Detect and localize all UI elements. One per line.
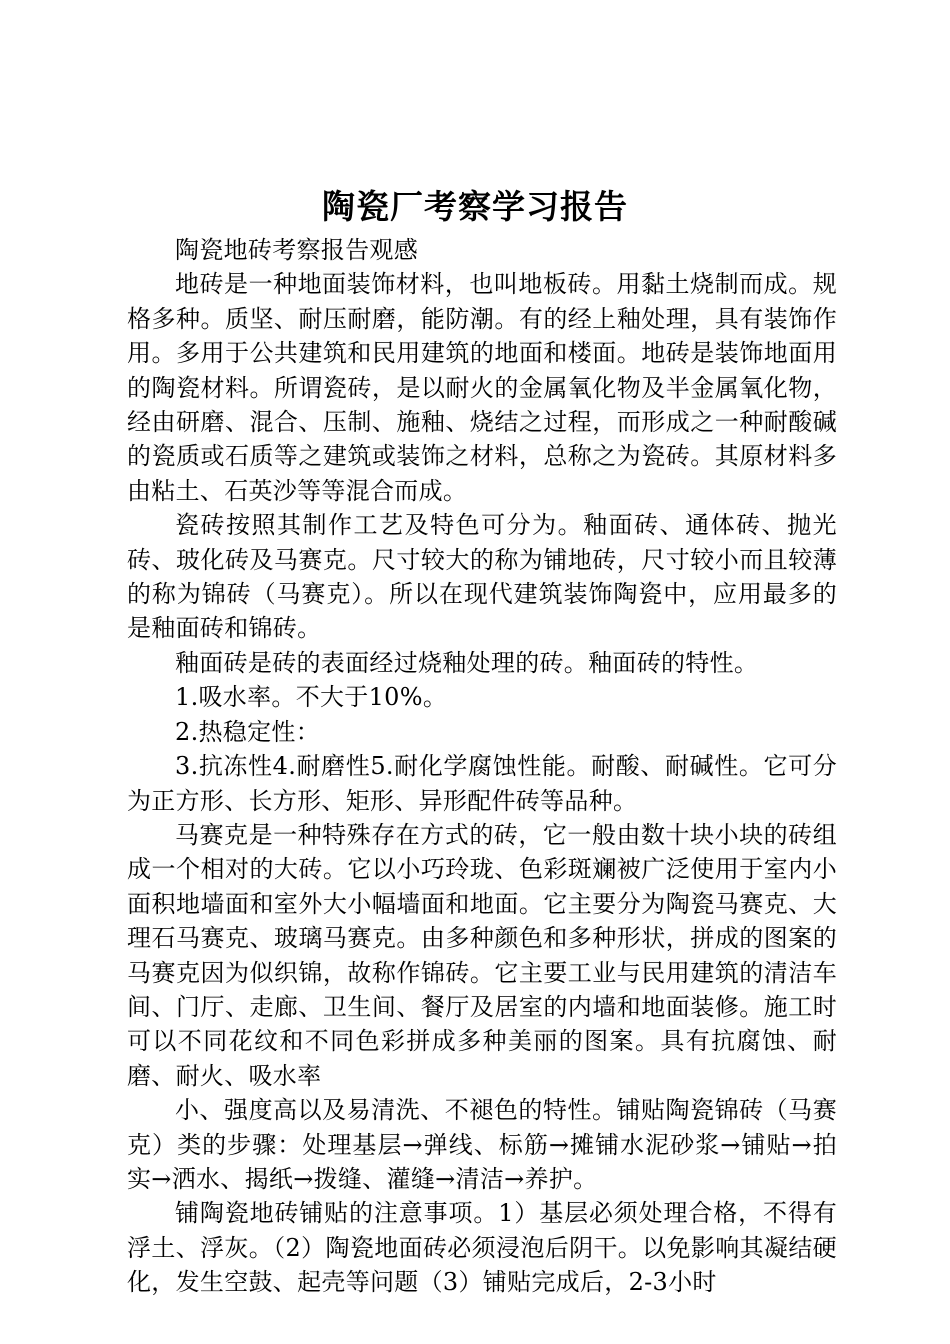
- paragraph-floor-tile-intro: 地砖是一种地面装饰材料，也叫地板砖。用黏土烧制而成。规格多种。质坚、耐压耐磨，能防潮。有的经上釉处理，具有装饰作用。多用于公共建筑和民用建筑的地面和楼面。地砖是装饰地面用的陶瓷材料。所谓瓷砖，是以耐火的金属氧化物及半金属氧化物，经由研磨、混合、压制、施釉、烧结之过程，而形成之一种耐酸碱的瓷质或石质等之建筑或装饰之材料，总称之为瓷砖。其原材料多由粘土、石英沙等等混合而成。: [127, 270, 837, 505]
- paragraph-list-item-1: 1.吸水率。不大于10%。: [175, 683, 448, 712]
- paragraph-mosaic-steps: 小、强度高以及易清洗、不褪色的特性。铺贴陶瓷锦砖（马赛克）类的步骤：处理基层→弹线、标筋→摊铺水泥砂浆→铺贴→拍实→洒水、揭纸→拨缝、灌缝→清洁→养护。: [127, 1096, 837, 1193]
- document-body: [127, 233, 837, 1300]
- paragraph-tile-types: 瓷砖按照其制作工艺及特色可分为。釉面砖、通体砖、抛光砖、玻化砖及马赛克。尺寸较大的称为铺地砖，尺寸较小而且较薄的称为锦砖（马赛克）。所以在现代建筑装饰陶瓷中，应用最多的是釉面砖和锦砖。: [127, 511, 837, 643]
- paragraph-precautions: 铺陶瓷地砖铺贴的注意事项。1）基层必须处理合格，不得有浮土、浮灰。（2）陶瓷地面砖必须浸泡后阴干。以免影响其凝结硬化，发生空鼓、起壳等问题（3）铺贴完成后，2-3小时: [127, 1199, 837, 1297]
- paragraph-mosaic: 马赛克是一种特殊存在方式的砖，它一般由数十块小块的砖组成一个相对的大砖。它以小巧玲珑、色彩斑斓被广泛使用于室内小面积地墙面和室外大小幅墙面和地面。它主要分为陶瓷马赛克、大理石马赛克、玻璃马赛克。由多种颜色和多种形状，拼成的图案的马赛克因为似织锦，故称作锦砖。它主要工业与民用建筑的清洁车间、门厅、走廊、卫生间、餐厅及居室的内墙和地面装修。施工时可以不同花纹和不同色彩拼成多种美丽的图案。具有抗腐蚀、耐磨、耐火、吸水率: [127, 820, 837, 1090]
- paragraph-glazed-tile: 釉面砖是砖的表面经过烧釉处理的砖。釉面砖的特性。: [175, 648, 759, 677]
- paragraph-list-item-3: 3.抗冻性4.耐磨性5.耐化学腐蚀性能。耐酸、耐碱性。它可分为正方形、长方形、矩形、异形配件砖等品种。: [127, 752, 837, 815]
- paragraph-list-item-2: 2.热稳定性：: [175, 717, 320, 746]
- paragraph-subtitle: 陶瓷地砖考察报告观感: [175, 236, 418, 264]
- document-title: 陶瓷厂考察学习报告: [322, 187, 628, 226]
